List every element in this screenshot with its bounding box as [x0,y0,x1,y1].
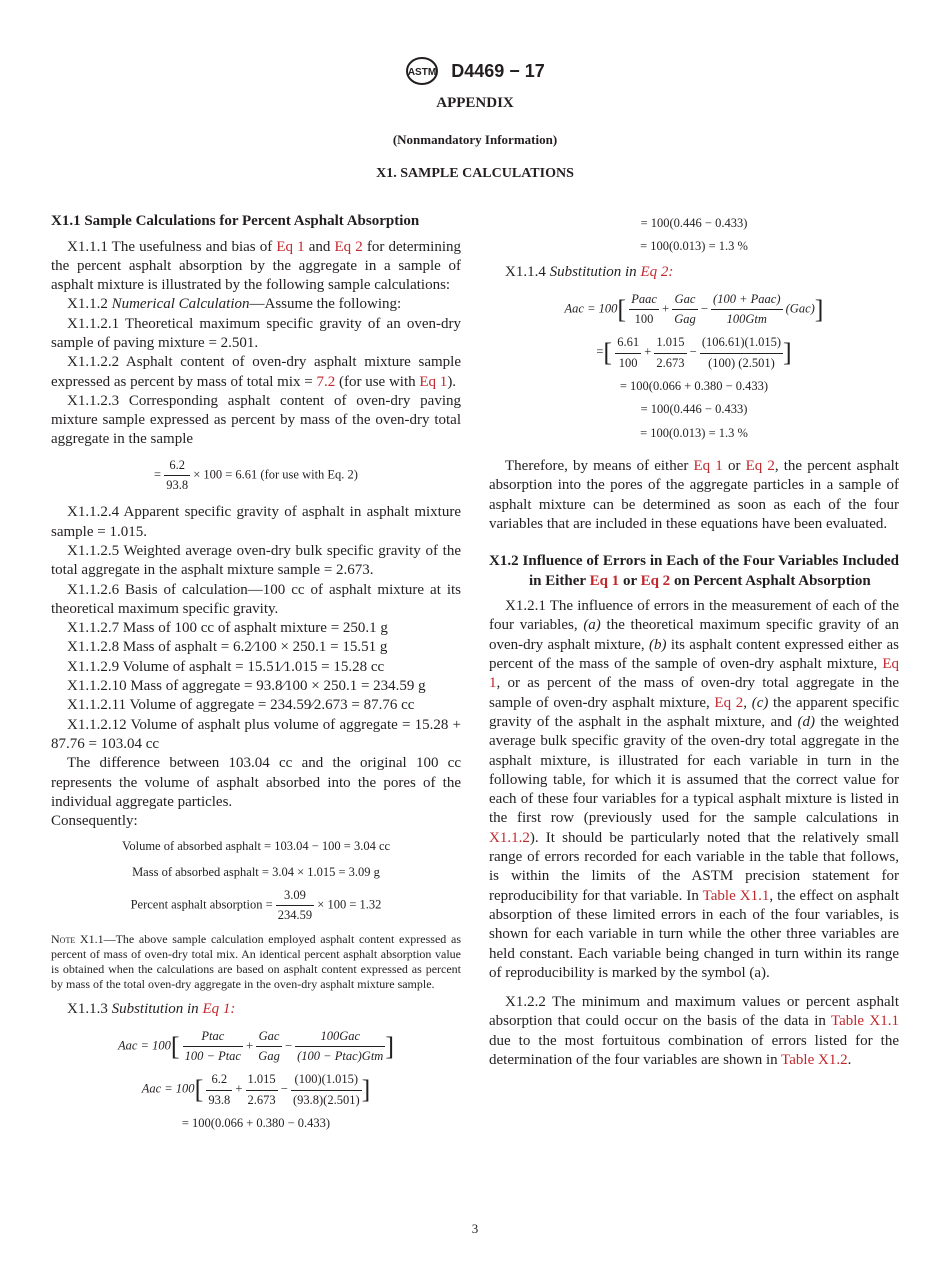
table-x1-1-link[interactable]: Table X1.1 [702,887,770,904]
eq2-link[interactable]: Eq 2 [745,457,775,474]
para-x1-1-2-10: X1.1.2.10 Mass of aggregate = 93.8⁄100 × 250.1 = 234.59 g [67,678,426,695]
astm-logo-icon [405,56,439,86]
equation-volume-absorbed: Volume of absorbed asphalt = 103.04 − 100 = 3.04 cc [121,839,391,854]
para-consequently: Consequently: [51,813,138,830]
eq1-link[interactable]: Eq 1 [489,656,899,692]
para-x1-1-2-3: X1.1.2.3 Corresponding asphalt content of oven-dry paving mixture sample expressed as percent by mass of the oven-dry total aggregate in the sample [51,392,461,448]
eq2-link[interactable]: Eq 2 [334,238,363,255]
para-x1-1-1: X1.1.1 The usefulness and bias of Eq 1 and Eq 2 for determining the percent asphalt absorption by the aggregate in a sample of asphalt mixture is illustrated by the following sample calculations: [51,238,461,294]
eq2-link[interactable]: Eq 2 [640,572,671,589]
eq1-link[interactable]: Eq 1 [276,238,305,255]
right-column [489,214,899,1070]
heading-x1-1: X1.1 Sample Calculations for Percent Asphalt Absorption [51,213,420,229]
para-x1-1-2-6: X1.1.2.6 Basis of calculation—100 cc of asphalt mixture at its theoretical maximum specific gravity. [51,581,461,617]
para-difference: The difference between 103.04 cc and the original 100 cc represents the volume of asphalt absorbed into the pores of the individual aggregate particles. [51,755,461,810]
page-number: 3 [471,1221,479,1236]
para-x1-1-2-5: X1.1.2.5 Weighted average oven-dry bulk specific gravity of the total aggregate in the asphalt mixture sample = 2.673. [51,542,461,579]
equation-1-result: = 100(0.013) = 1.3 % [640,239,748,254]
eq1-link[interactable]: Eq 1 [419,373,448,390]
equation-1-step-4: = 100(0.446 − 0.433) [640,216,748,230]
equation-2-step-4: = 100(0.446 − 0.433) [640,402,748,417]
equation-1-symbolic: Aac = 100[ $\frac{\text{Ptac}}{\text{100 − Ptac}}$ + $\frac{\text{Gac}}{\text{Gag}}$ − $\frac{\text{100Gac}}{\text{(100 − Ptac)Gtm}}$ ] [117,1028,395,1064]
equation-mass-absorbed: Mass of absorbed asphalt = 3.04 × 1.015 = 3.09 g [132,864,380,879]
eq1-link[interactable]: Eq 1: [202,1000,236,1017]
para-x1-1-2-4: X1.1.2.4 Apparent specific gravity of asphalt in asphalt mixture sample = 1.015. [51,504,461,540]
left-column [51,212,461,1135]
section-x1-1-2-link[interactable]: X1.1.2 [489,829,530,846]
document-header [0,56,950,86]
equation-1-numeric: Aac = 100[ $\frac{6.2}{93.8}$ + $\frac{1.015}{2.673}$ − $\frac{(100)(1.015)}{(93.8)(2.501)}$ ] [141,1072,371,1107]
equation-2-result: = 100(0.013) = 1.3 % [640,425,748,440]
eq2-link[interactable]: Eq 2: [640,263,674,280]
heading-x1-2: X1.2 Influence of Errors in Each of the Four Variables Included in Either Eq 1 or Eq 2 on Percent Asphalt Absorption [489,553,899,589]
equation-percent-absorption: Percent asphalt absorption = $\frac{3.09}{234.59}$ × 100 = 1.32 [130,888,382,923]
para-therefore: Therefore, by means of either Eq 1 or Eq 2, the percent asphalt absorption into the pores of the aggregate particles in a sample of asphalt mixture can be determined as soon as each of the four variables that are included in these equations have been evaluated. [489,457,899,532]
note-x1-1: Note X1.1—The above sample calculation employed asphalt content expressed as percent of mass of oven-dry total mix. An identical percent asphalt absorption value is obtained when the calculations are based on asphalt content expressed as percent by mass of the total oven-dry aggregate in the oven-dry asphalt mixture sample. [51,931,461,991]
para-x1-1-2-9: X1.1.2.9 Volume of asphalt = 15.51⁄1.015 = 15.28 cc [67,658,385,675]
para-x1-1-2: X1.1.2 Numerical Calculation—Assume the following: [67,296,402,313]
section-7-2-link[interactable]: 7.2 [316,373,336,390]
para-x1-1-2-7: X1.1.2.7 Mass of 100 cc of asphalt mixture = 250.1 g [67,620,388,637]
para-x1-1-2-2: X1.1.2.2 Asphalt content of oven-dry asphalt mixture sample expressed as percent by mass of total mix = 7.2 (for use with Eq 1). [51,354,461,390]
para-x1-1-2-12: X1.1.2.12 Volume of asphalt plus volume of aggregate = 15.28 + 87.76 = 103.04 cc [51,716,461,752]
eq1-link[interactable]: Eq 1 [589,572,620,589]
para-x1-1-2-1: X1.1.2.1 Theoretical maximum specific gravity of an oven-dry sample of paving mixture = 2.501. [51,315,461,351]
para-x1-1-2-11: X1.1.2.11 Volume of aggregate = 234.59⁄2.673 = 87.76 cc [67,697,415,714]
equation-1-step-3: = 100(0.066 + 0.380 − 0.433) [181,1116,331,1131]
equation-2-symbolic: Aac = 100[ $\frac{\text{Paac}}{100}$ + $\frac{\text{Gac}}{\text{Gag}}$ − $\frac{\text{(100 + Paac)}}{\text{100Gtm}}$ (Gac)] [564,291,824,327]
para-x1-2-2: X1.2.2 The minimum and maximum values or percent asphalt absorption that could occur on the basis of the data in Table X1.1 due to the most fortuitous combination of errors listed for the determination of the four variables are shown in Table X1.2. [489,994,899,1068]
equation-2-step-3: = 100(0.066 + 0.380 − 0.433) [619,379,769,394]
table-x1-2-link[interactable]: Table X1.2 [781,1051,848,1068]
svg-text:ASTM: ASTM [408,67,437,78]
document-designation: D4469 − 17 [451,60,545,81]
section-title: X1. SAMPLE CALCULATIONS [376,166,574,181]
appendix-subtitle: (Nonmandatory Information) [392,132,558,147]
para-x1-2-1: X1.2.1 The influence of errors in the measurement of each of the four variables, (a) the theoretical maximum specific gravity of an oven-dry asphalt mixture, (b) its asphalt content expressed either as percent of the mass of the sample of oven-dry asphalt mixture, Eq 1, or as percent of the mass of oven-dry total aggregate in the sample of oven-dry asphalt mixture, Eq 2, (c) the apparent specific gravity of the asphalt in the asphalt mixture, and (d) the weighted average bulk specific gravity of the oven-dry total aggregate in the asphalt mixture, is illustrated for each variable in turn in the following table, for which it is assumed that the correct value for each of these four variables for a typical asphalt mixture is listed in the first row (previously used for the sample calculations in X1.1.2). It should be particularly noted that the relatively small range of errors recorded for each variable in the table that follows, is within the limits of the ASTM precision statement for reproducibility for that variable. In Table X1.1, the effect on asphalt absorption of these limited errors in each of the four variables, is shown for each variable in turn while the other three variables are held constant. Each variable being changed in turn within its range of reproducibility is marked by the symbol (a). [489,598,900,981]
para-x1-1-2-8: X1.1.2.8 Mass of asphalt = 6.2⁄100 × 250.1 = 15.51 g [67,639,388,656]
equation-asphalt-content: = $\frac{6.2}{93.8}$ × 100 = 6.61 (for use with Eq. 2) [154,457,358,493]
table-x1-1-link[interactable]: Table X1.1 [830,1013,899,1030]
eq1-link[interactable]: Eq 1 [693,457,723,474]
para-x1-1-4: X1.1.4 Substitution in Eq 2: [505,263,674,280]
equation-2-numeric: =[ $\frac{6.61}{100}$ + $\frac{1.015}{2.673}$ − $\frac{(106.61)(1.015)}{(100) (2.501)}$ ] [596,335,792,370]
appendix-title: APPENDIX [436,95,514,111]
eq2-link[interactable]: Eq 2 [714,694,744,711]
para-x1-1-3: X1.1.3 Substitution in Eq 1: [67,1000,236,1017]
